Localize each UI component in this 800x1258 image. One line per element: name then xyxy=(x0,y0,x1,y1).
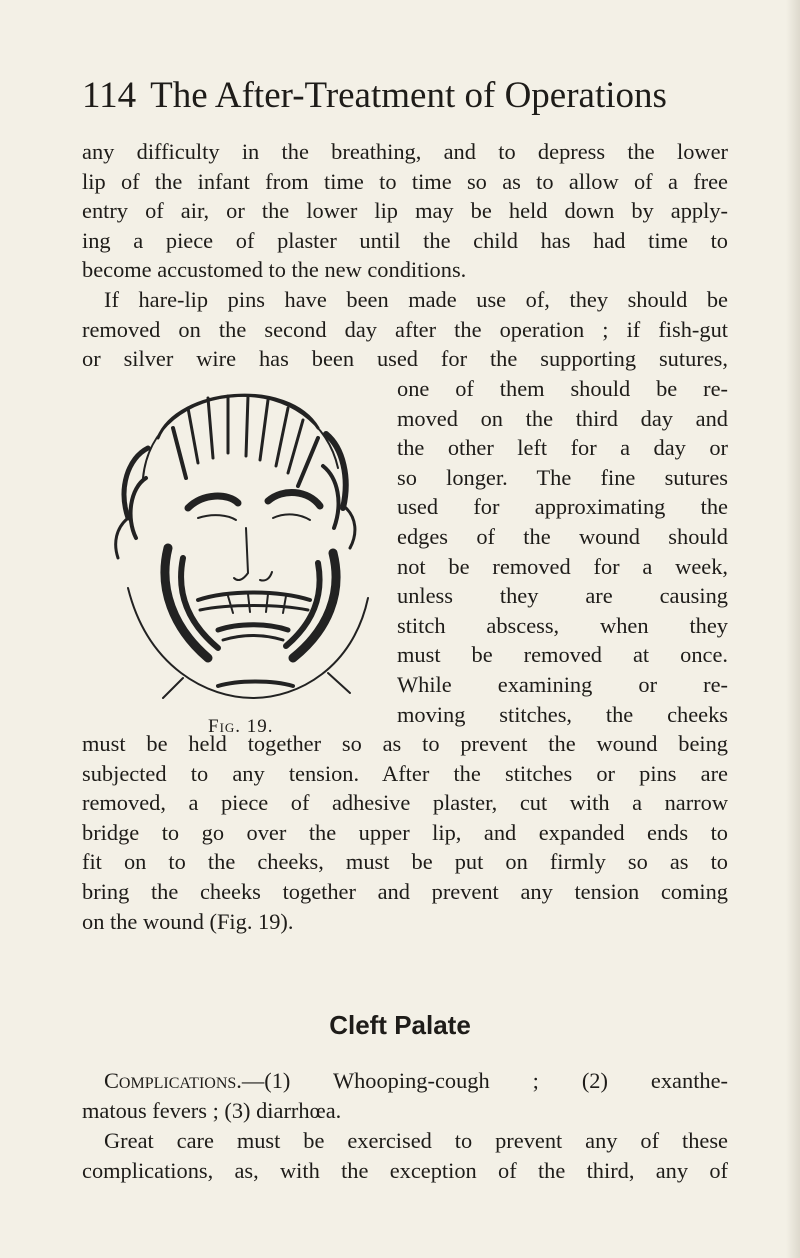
text-line: edges of the wound should xyxy=(397,523,728,549)
complications-list-start: —(1) Whooping-cough ; (2) exanthe- xyxy=(241,1068,728,1093)
paragraph-sutures-continued xyxy=(82,729,728,936)
text-line: any difficulty in the breathing, and to depress the lower xyxy=(82,139,728,164)
text-line: one of them should be re- xyxy=(397,376,728,401)
text-line: subjected to any tension. After the stitches or pins are xyxy=(82,760,728,786)
text-line: or silver wire has been used for the supporting sutures, xyxy=(82,346,728,372)
text-line: entry of air, or the lower lip may be held down by apply- xyxy=(82,198,728,224)
paragraph-complications xyxy=(82,1066,728,1125)
section-title: Cleft Palate xyxy=(329,1010,471,1040)
text-line: become accustomed to the new conditions. xyxy=(82,257,467,283)
text-line: stitch abscess, when they xyxy=(397,612,728,638)
complications-label: Complications. xyxy=(104,1068,242,1093)
running-title: The After-Treatment of Operations xyxy=(150,75,667,116)
text-line: Great care must be exercised to prevent any of these xyxy=(104,1128,728,1153)
text-line: so longer. The fine sutures xyxy=(397,464,728,490)
text-line: used for approximating the xyxy=(397,494,728,520)
figure-caption-text: Fig. 19. xyxy=(208,716,274,737)
paragraph-breathing xyxy=(82,137,728,285)
text-line: While examining or re- xyxy=(397,671,728,697)
text-line: must be removed at once. xyxy=(397,642,728,668)
text-line: matous fevers ; (3) diarrhœa. xyxy=(82,1097,342,1123)
text-line: on the wound (Fig. 19). xyxy=(82,908,294,934)
paragraph-sutures-intro xyxy=(82,285,728,374)
running-header xyxy=(82,74,722,118)
text-line: must be held together so as to prevent the wound being xyxy=(82,731,728,756)
text-line: fit on to the cheeks, must be put on firmly so as to xyxy=(82,849,728,875)
text-line: removed on the second day after the operation ; if fish-gut xyxy=(82,316,728,342)
text-line: bridge to go over the upper lip, and expanded ends to xyxy=(82,819,728,845)
text-line: moved on the third day and xyxy=(397,405,728,431)
text-line: complications, as, with the exception of the third, any of xyxy=(82,1157,728,1183)
paragraph-great-care xyxy=(82,1126,728,1185)
page-edge-shadow xyxy=(786,0,800,1258)
text-line: lip of the infant from time to time so as to allow of a free xyxy=(82,168,728,194)
text-line: moving stitches, the cheeks xyxy=(397,701,728,727)
text-line: ing a piece of plaster until the child has had time to xyxy=(82,227,728,253)
paragraph-sutures-wrap xyxy=(397,374,728,729)
text-line: If hare-lip pins have been made use of, they should be xyxy=(104,287,728,312)
text-line: removed, a piece of adhesive plaster, cut with a narrow xyxy=(82,790,728,816)
text-line: unless they are causing xyxy=(397,583,728,609)
face-with-plaster-illustration xyxy=(88,368,380,713)
page-number: 114 xyxy=(82,75,137,116)
text-line xyxy=(82,1066,728,1096)
text-line: bring the cheeks together and prevent any tension coming xyxy=(82,878,728,904)
text-line: the other left for a day or xyxy=(397,435,728,461)
text-line: not be removed for a week, xyxy=(397,553,728,579)
